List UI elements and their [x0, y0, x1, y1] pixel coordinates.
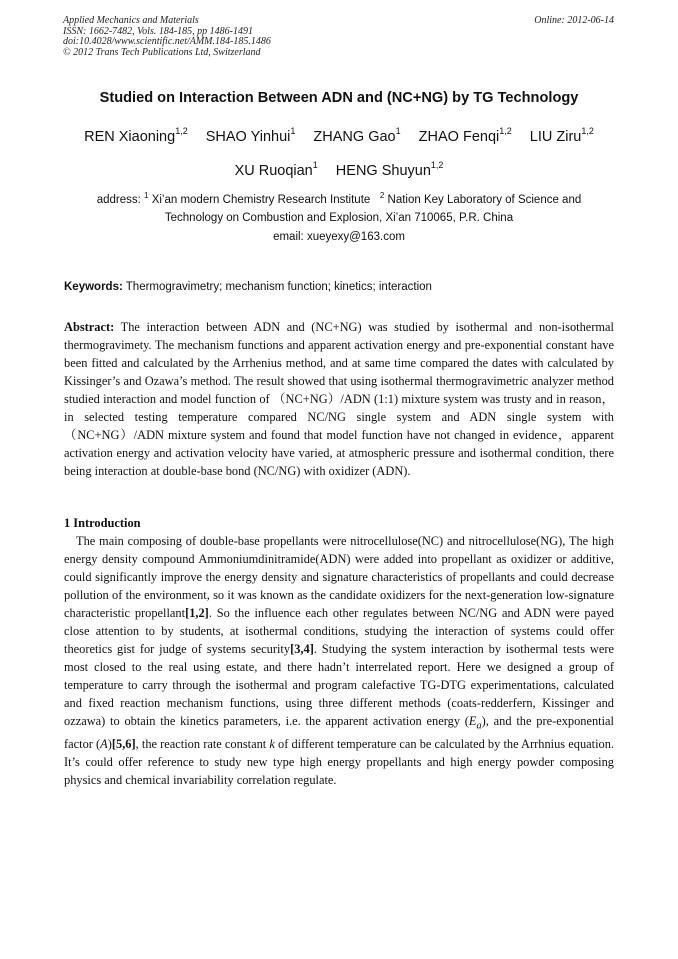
paper-title: Studied on Interaction Between ADN and (NC+NG) by TG Technology — [99, 90, 579, 106]
online-date: Online: 2012-06-14 — [534, 15, 614, 26]
author: ZHANG Gao$^1$ — [313, 126, 401, 145]
issn-line: ISSN: 1662-7482, Vols. 184-185, pp 1486-1491 — [63, 25, 253, 37]
affiliation-line-2: Technology on Combustion and Explosion, Xi’an 710065, P.R. China — [164, 212, 514, 225]
doi-line: doi:10.4028/www.scientific.net/AMM.184-185.1486 — [63, 36, 271, 47]
author: HENG Shuyun$^{1,2}$ — [335, 160, 444, 179]
authors-row-1 — [40, 124, 638, 146]
introduction-section — [64, 514, 614, 789]
citation: [1,2] — [185, 606, 209, 620]
author: ZHAO Fenqi$^{1,2}$ — [418, 126, 512, 145]
affiliation-line-1: address: $^1$ Xi’an modern Chemistry Research Institute $^2$ Nation Key Laboratory of Science and — [96, 191, 582, 206]
abstract-label: Abstract: — [64, 320, 115, 334]
journal-name: Applied Mechanics and Materials — [63, 15, 199, 26]
copyright-line: © 2012 Trans Tech Publications Ltd, Switzerland — [63, 46, 261, 58]
keywords-label: Keywords: — [64, 281, 123, 293]
authors-row-2 — [40, 158, 638, 180]
journal-header — [63, 16, 271, 58]
citation: [5,6] — [111, 737, 136, 752]
introduction-paragraph: The main composing of double-base propellants were nitrocellulose(NC) and nitrocellulose(NG), The high energy density compound Ammoniumdinitramide(ADN) were added into propellant as oxidizer or additive, could significantly improve the energy density and signature characteristics of propellants and could decrease pollution of the environment, so it was known as the candidate oxidizers for the next-generation low-signature characteristic propellant[1,2]. So the influence each other regulates between NC/NG and ADN were payed close attention to by students, at isothermal conditions, studying the interaction of systems could offer theoretics gist for judge of systems security[3,4]. Studying the system interaction by isothermal tests were most closed to the real using estate, and there hadn’t interrelated report. Here we designed a group of temperature to carry through the isothermal and program calefactive TG-DTG experimentations, calculated and fixed reaction mechanism functions, using three different methods (coats-redderfern, Kissinger and ozzawa) to obtain the kinetics parameters, i.e. the apparent activation energy $(E_a)$, and the pre-exponential factor (A)[5,6], the reaction rate constant k of different temperature can be calculated by the Arrhnius equation. It’s could offer reference to study new type high energy propellants and high energy powder composing physics and chemical invariability correlation regulate. — [64, 534, 615, 788]
citation: [3,4] — [290, 642, 314, 656]
author: XU Ruoqian$^1$ — [234, 160, 318, 179]
author: SHAO Yinhui$^1$ — [205, 126, 296, 145]
author: REN Xiaoning$^{1,2}$ — [84, 126, 188, 145]
email-line: email: xueyexy@163.com — [273, 230, 405, 243]
affiliations — [60, 187, 618, 246]
section-heading: 1 Introduction — [64, 516, 141, 530]
abstract — [64, 318, 614, 480]
author: LIU Ziru$^{1,2}$ — [529, 126, 594, 145]
abstract-text: The interaction between ADN and (NC+NG) was studied by isothermal and non-isothermal thermogravimety. The mechanism functions and apparent activation energy and pre-exponential constant have been fitted and calculated by the Arrhenius method, and at same time compared the dates with calculated by Kissinger’s and Ozawa’s method. The result showed that using isothermal thermogravimetric analyzer method studied interaction and model function of （NC+NG）/ADN (1:1) mixture system was trusty and in reason，in selected testing temperature compared NC/NG single system and ADN single system with（NC+NG）/ADN mixture system and found that model function have not changed in evidence，apparent activation energy and activation velocity have varied, at atmospheric pressure and isothermal condition, there being interaction at double-base bond (NC/NG) with oxidizer (ADN). — [64, 320, 614, 478]
keywords-text: Thermogravimetry; mechanism function; kinetics; interaction — [122, 281, 432, 293]
keywords — [64, 281, 614, 293]
